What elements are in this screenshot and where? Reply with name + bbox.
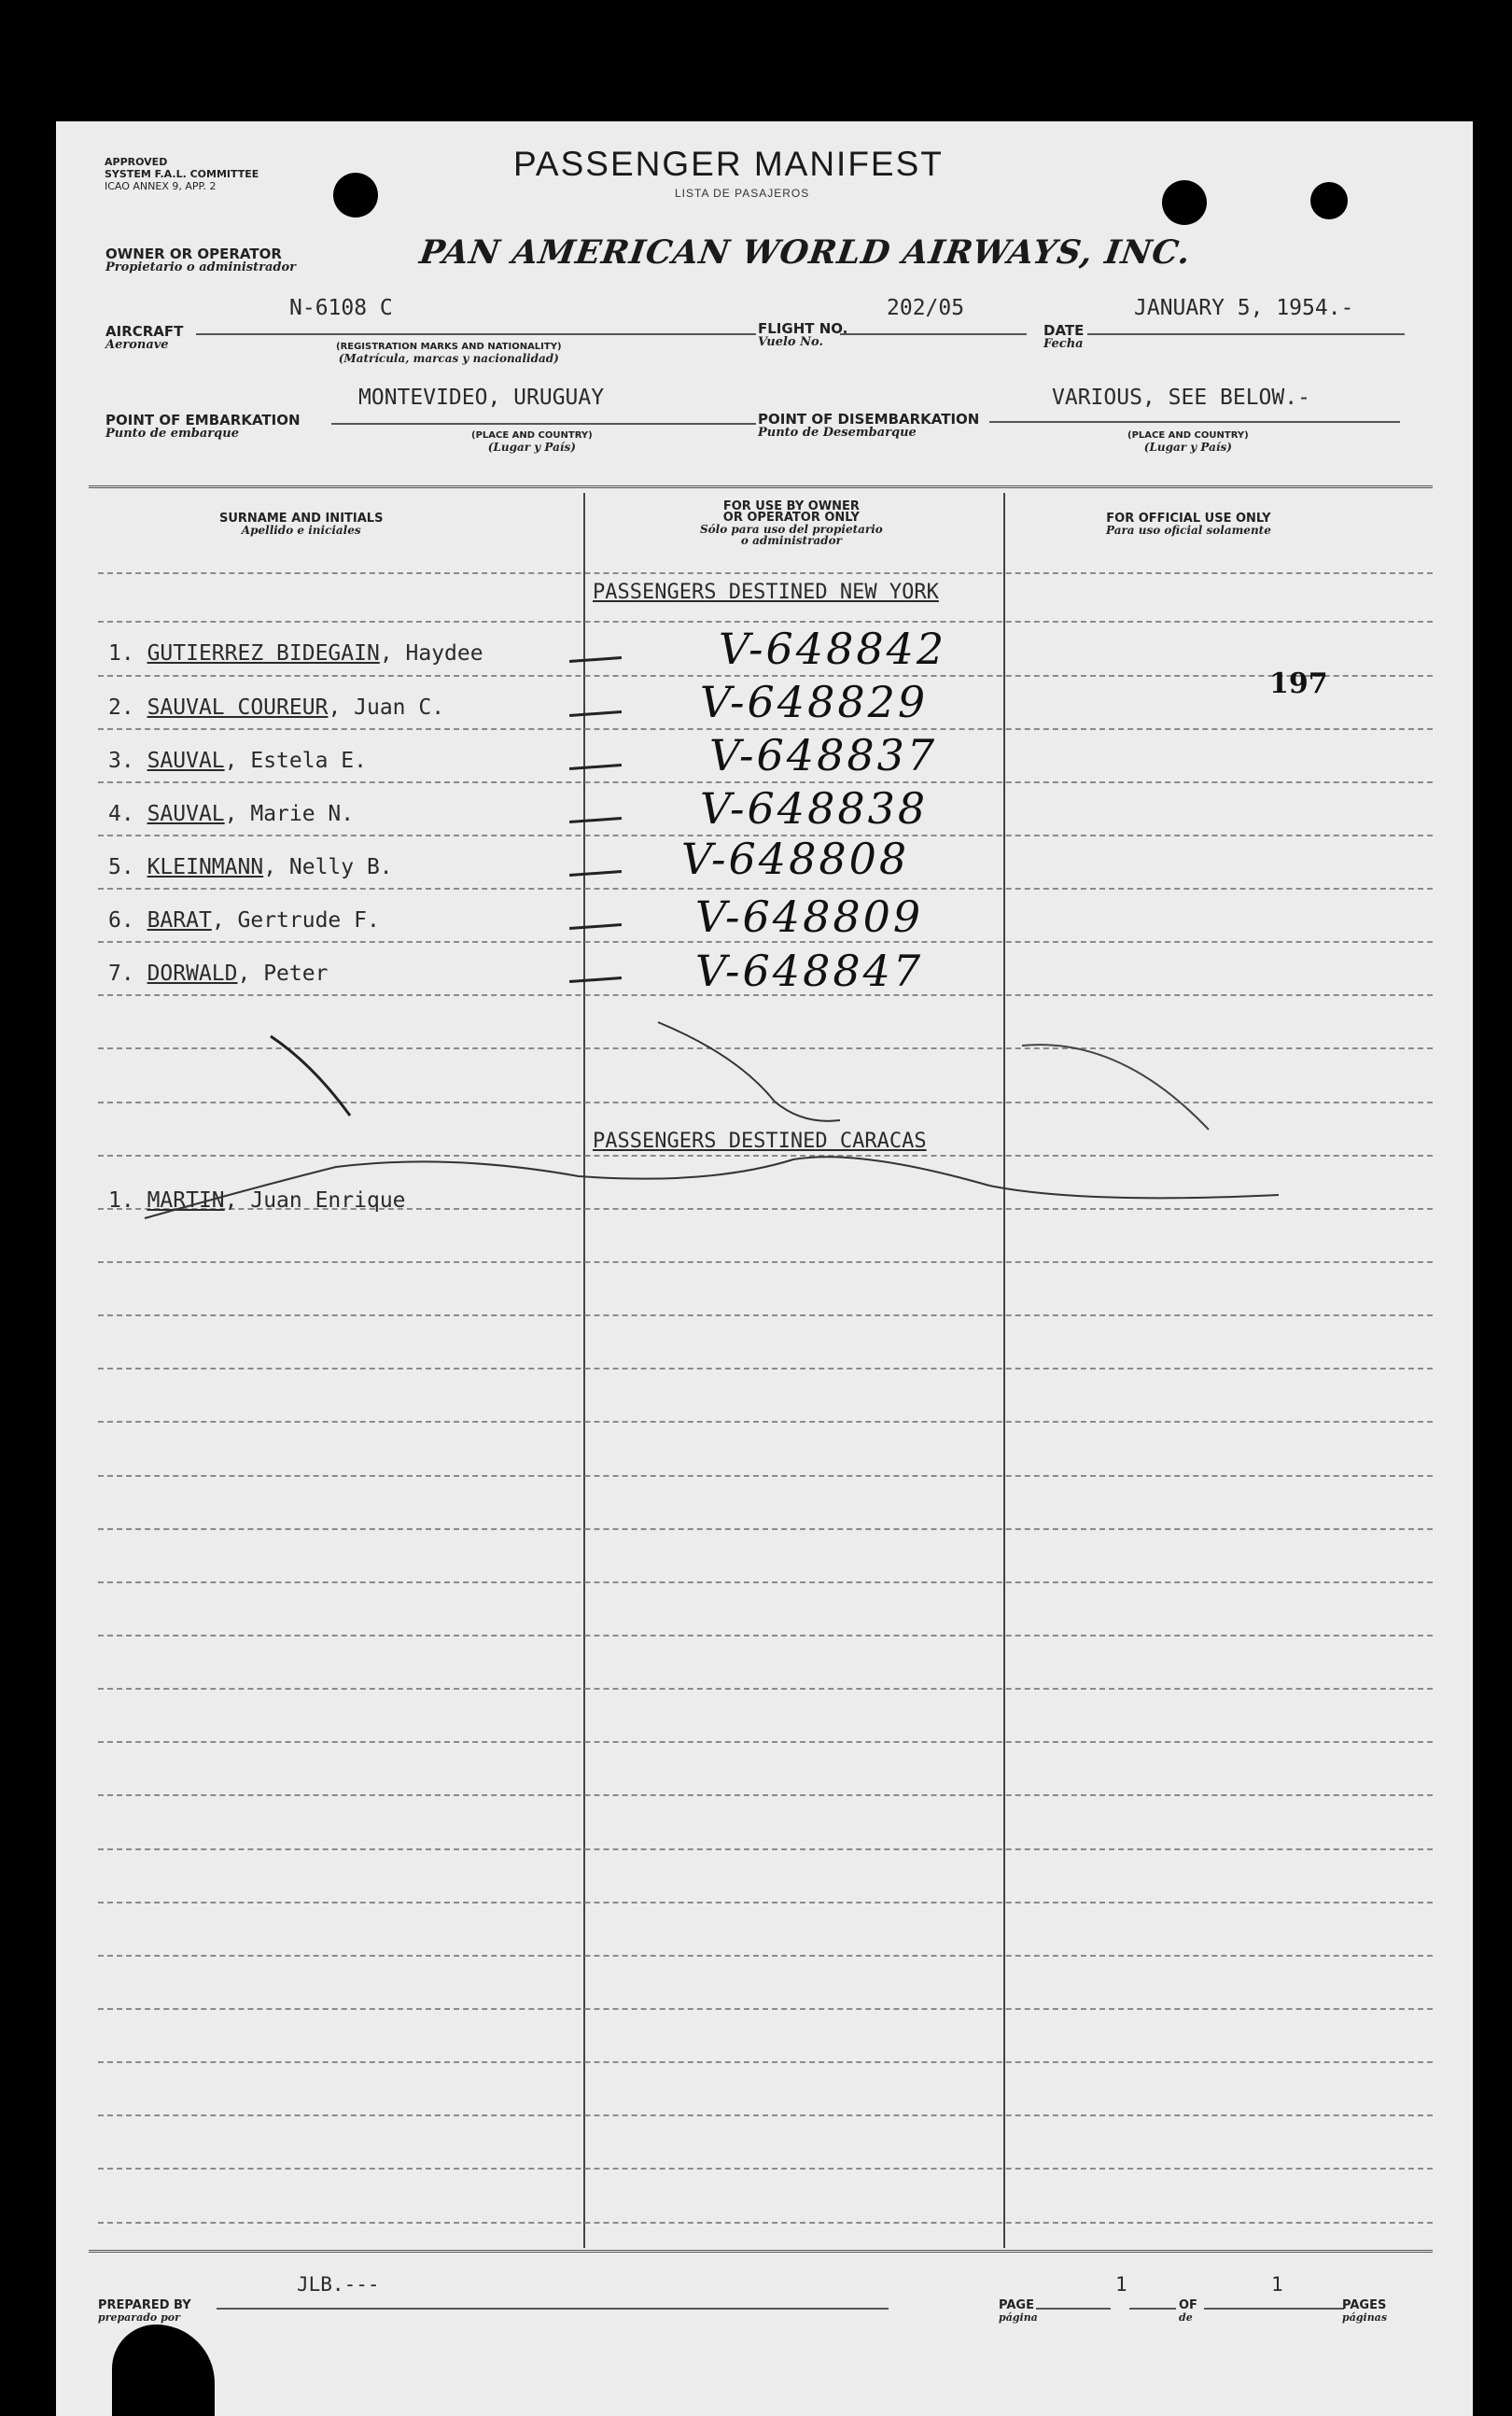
disembarkation-caption bbox=[1127, 430, 1249, 453]
page-field-line-2 bbox=[1129, 2308, 1176, 2310]
disembarkation-label: POINT OF DISEMBARKATION bbox=[758, 411, 980, 428]
approval-line-2: SYSTEM F.A.L. COMMITTEE bbox=[105, 168, 259, 180]
disembarkation-caption-text: (PLACE AND COUNTRY) bbox=[1127, 430, 1249, 441]
passenger-row bbox=[108, 695, 444, 720]
column-divider-1 bbox=[583, 493, 585, 2248]
ruled-line bbox=[98, 1261, 1433, 1263]
table-bottom-line bbox=[89, 2250, 1433, 2253]
flight-field-line bbox=[840, 333, 1027, 335]
prepared-by-field-line bbox=[217, 2308, 889, 2310]
punch-hole-far-right bbox=[1310, 182, 1348, 219]
passenger-number: 7. bbox=[108, 962, 134, 986]
aircraft-value: N-6108 C bbox=[289, 296, 393, 320]
pen-stroke bbox=[1022, 1045, 1209, 1130]
passenger-surname: GUTIERREZ BIDEGAIN bbox=[147, 641, 380, 666]
ruled-line bbox=[98, 1155, 1433, 1157]
passenger-given-name: , Haydee bbox=[379, 641, 483, 666]
page-label: PAGE bbox=[999, 2298, 1034, 2312]
passenger-row bbox=[108, 855, 393, 879]
ruled-line bbox=[98, 2168, 1433, 2170]
disembarkation-caption-es: (Lugar y País) bbox=[1143, 441, 1232, 454]
official-use-note: 197 bbox=[1269, 667, 1328, 700]
checkmark-dash bbox=[569, 764, 622, 770]
embarkation-label-es: Punto de embarque bbox=[105, 427, 239, 441]
section-heading-new-york: PASSENGERS DESTINED NEW YORK bbox=[593, 581, 939, 604]
passenger-given-name: , Marie N. bbox=[224, 802, 355, 826]
pen-stroke bbox=[658, 1022, 840, 1121]
ruled-line bbox=[98, 888, 1433, 890]
passenger-surname: KLEINMANN bbox=[147, 855, 264, 879]
checkmark-dash bbox=[569, 817, 622, 823]
passenger-given-name: , Nelly B. bbox=[263, 855, 393, 879]
column-header-surname bbox=[219, 513, 383, 536]
passenger-given-name: , Gertrude F. bbox=[211, 908, 380, 933]
aircraft-caption-es: (Matrícula, marcas y nacionalidad) bbox=[338, 352, 559, 365]
page-field-line bbox=[1036, 2308, 1111, 2310]
table-top-line bbox=[89, 485, 1433, 488]
punch-hole-right bbox=[1162, 180, 1207, 225]
ruled-line bbox=[98, 1047, 1433, 1049]
passenger-surname: SAUVAL COUREUR bbox=[147, 695, 329, 720]
aircraft-caption bbox=[336, 342, 562, 364]
ticket-number: V-648842 bbox=[719, 624, 947, 674]
approval-line-1: APPROVED bbox=[105, 156, 168, 168]
checkmark-dash bbox=[569, 976, 622, 983]
ticket-number: V-648808 bbox=[681, 834, 910, 884]
column-header-official bbox=[1106, 513, 1271, 536]
passenger-number: 4. bbox=[108, 802, 134, 826]
ruled-line bbox=[98, 1848, 1433, 1850]
passenger-surname: BARAT bbox=[147, 908, 212, 933]
embarkation-caption bbox=[471, 430, 593, 453]
owner-label-es: Propietario o administrador bbox=[105, 260, 297, 274]
column-header-owner-use-es-1: Sólo para uso del propietario bbox=[700, 523, 883, 536]
ticket-number: V-648847 bbox=[695, 946, 924, 996]
page-subtitle: LISTA DE PASAJEROS bbox=[675, 187, 810, 200]
of-field-line bbox=[1204, 2308, 1344, 2310]
of-label: OF bbox=[1179, 2298, 1197, 2312]
aircraft-field-line bbox=[196, 333, 756, 335]
passenger-row bbox=[108, 802, 354, 826]
embarkation-value: MONTEVIDEO, URUGUAY bbox=[358, 386, 605, 410]
ruled-line bbox=[98, 2222, 1433, 2224]
ruled-line bbox=[98, 2061, 1433, 2063]
ruled-line bbox=[98, 1368, 1433, 1370]
aircraft-caption-text: (REGISTRATION MARKS AND NATIONALITY) bbox=[336, 342, 562, 352]
pages-label: PAGES bbox=[1342, 2298, 1387, 2312]
ruled-line bbox=[98, 1528, 1433, 1530]
pen-strokes bbox=[56, 121, 1473, 2416]
page-title: PASSENGER MANIFEST bbox=[513, 145, 944, 183]
ruled-line bbox=[98, 1635, 1433, 1636]
column-header-owner-use-es-2: o administrador bbox=[740, 534, 842, 547]
passenger-number: 3. bbox=[108, 749, 134, 773]
passenger-row bbox=[108, 749, 367, 773]
passenger-row bbox=[108, 908, 380, 933]
flight-label-es: Vuelo No. bbox=[758, 335, 823, 349]
ticket-number: V-648837 bbox=[709, 730, 938, 780]
passenger-number: 6. bbox=[108, 908, 134, 933]
disembarkation-label-es: Punto de Desembarque bbox=[758, 426, 917, 440]
passenger-surname: DORWALD bbox=[147, 962, 238, 986]
page-value: 1 bbox=[1115, 2273, 1127, 2296]
prepared-by-value: JLB.--- bbox=[297, 2273, 380, 2296]
passenger-given-name: , Peter bbox=[237, 962, 329, 986]
ticket-number: V-648809 bbox=[695, 892, 924, 942]
passenger-given-name: , Juan C. bbox=[328, 695, 445, 720]
ruled-line bbox=[98, 1581, 1433, 1583]
embarkation-label: POINT OF EMBARKATION bbox=[105, 412, 301, 428]
page-label-es: página bbox=[999, 2311, 1038, 2324]
ruled-line bbox=[98, 1902, 1433, 1903]
ruled-line bbox=[98, 2114, 1433, 2116]
prepared-by-label: PREPARED BY bbox=[98, 2298, 191, 2312]
column-header-owner-use-1: FOR USE BY OWNER bbox=[722, 499, 860, 513]
column-header-surname-text: SURNAME AND INITIALS bbox=[219, 512, 384, 526]
ruled-line bbox=[98, 1314, 1433, 1316]
ruled-line bbox=[98, 1475, 1433, 1477]
column-header-owner-use bbox=[700, 501, 883, 546]
column-header-owner-use-2: OR OPERATOR ONLY bbox=[722, 511, 860, 525]
ruled-line bbox=[98, 2008, 1433, 2010]
prepared-by-label-es: preparado por bbox=[98, 2311, 180, 2324]
embarkation-caption-es: (Lugar y País) bbox=[487, 441, 576, 454]
ruled-line bbox=[98, 621, 1433, 623]
date-label-es: Fecha bbox=[1043, 337, 1084, 351]
checkmark-dash bbox=[569, 710, 622, 717]
owner-value: PAN AMERICAN WORLD AIRWAYS, INC. bbox=[417, 233, 1194, 272]
ruled-line bbox=[98, 1955, 1433, 1957]
punch-hole-left bbox=[333, 173, 378, 218]
column-header-surname-es: Apellido e iniciales bbox=[241, 524, 361, 537]
disembarkation-field-line bbox=[989, 421, 1400, 423]
manifest-sheet bbox=[56, 121, 1473, 2416]
pages-label-es: páginas bbox=[1342, 2311, 1388, 2324]
passenger-number: 1. bbox=[108, 641, 134, 666]
checkmark-dash bbox=[569, 870, 622, 877]
ruled-line bbox=[98, 1741, 1433, 1743]
owner-label: OWNER OR OPERATOR bbox=[105, 246, 282, 262]
aircraft-label: AIRCRAFT bbox=[105, 323, 184, 340]
ticket-number: V-648838 bbox=[700, 783, 929, 834]
checkmark-dash bbox=[569, 923, 622, 930]
date-value: JANUARY 5, 1954.- bbox=[1134, 296, 1354, 320]
table-header-bottom-line bbox=[98, 572, 1433, 574]
section-heading-caracas: PASSENGERS DESTINED CARACAS bbox=[593, 1130, 927, 1153]
torn-corner bbox=[112, 2325, 215, 2416]
checkmark-dash bbox=[569, 656, 622, 663]
ticket-number: V-648829 bbox=[700, 677, 929, 727]
ruled-line bbox=[98, 1102, 1433, 1103]
date-field-line bbox=[1087, 333, 1405, 335]
passenger-surname: SAUVAL bbox=[147, 802, 225, 826]
ruled-line bbox=[98, 1794, 1433, 1796]
passenger-surname: SAUVAL bbox=[147, 749, 225, 773]
flight-value: 202/05 bbox=[887, 296, 965, 320]
passenger-surname: MARTIN bbox=[147, 1188, 225, 1213]
disembarkation-value: VARIOUS, SEE BELOW.- bbox=[1052, 386, 1310, 410]
of-value: 1 bbox=[1271, 2273, 1283, 2296]
date-label: DATE bbox=[1043, 322, 1085, 339]
passenger-row bbox=[108, 1188, 406, 1213]
flight-label: FLIGHT NO. bbox=[758, 320, 848, 337]
approval-line-3: ICAO ANNEX 9, APP. 2 bbox=[105, 180, 217, 192]
of-label-es: de bbox=[1179, 2311, 1193, 2324]
passenger-row bbox=[108, 962, 328, 986]
ruled-line bbox=[98, 1421, 1433, 1423]
passenger-number: 2. bbox=[108, 695, 134, 720]
embarkation-field-line bbox=[331, 423, 756, 425]
passenger-row bbox=[108, 641, 483, 666]
column-header-official-es: Para uso oficial solamente bbox=[1106, 524, 1271, 537]
embarkation-caption-text: (PLACE AND COUNTRY) bbox=[471, 430, 593, 441]
passenger-number: 5. bbox=[108, 855, 134, 879]
passenger-given-name: , Juan Enrique bbox=[224, 1188, 406, 1213]
aircraft-label-es: Aeronave bbox=[105, 338, 169, 352]
column-header-official-text: FOR OFFICIAL USE ONLY bbox=[1106, 512, 1271, 526]
column-divider-2 bbox=[1003, 493, 1005, 2248]
passenger-given-name: , Estela E. bbox=[224, 749, 367, 773]
ruled-line bbox=[98, 1688, 1433, 1690]
passenger-number: 1. bbox=[108, 1188, 134, 1213]
